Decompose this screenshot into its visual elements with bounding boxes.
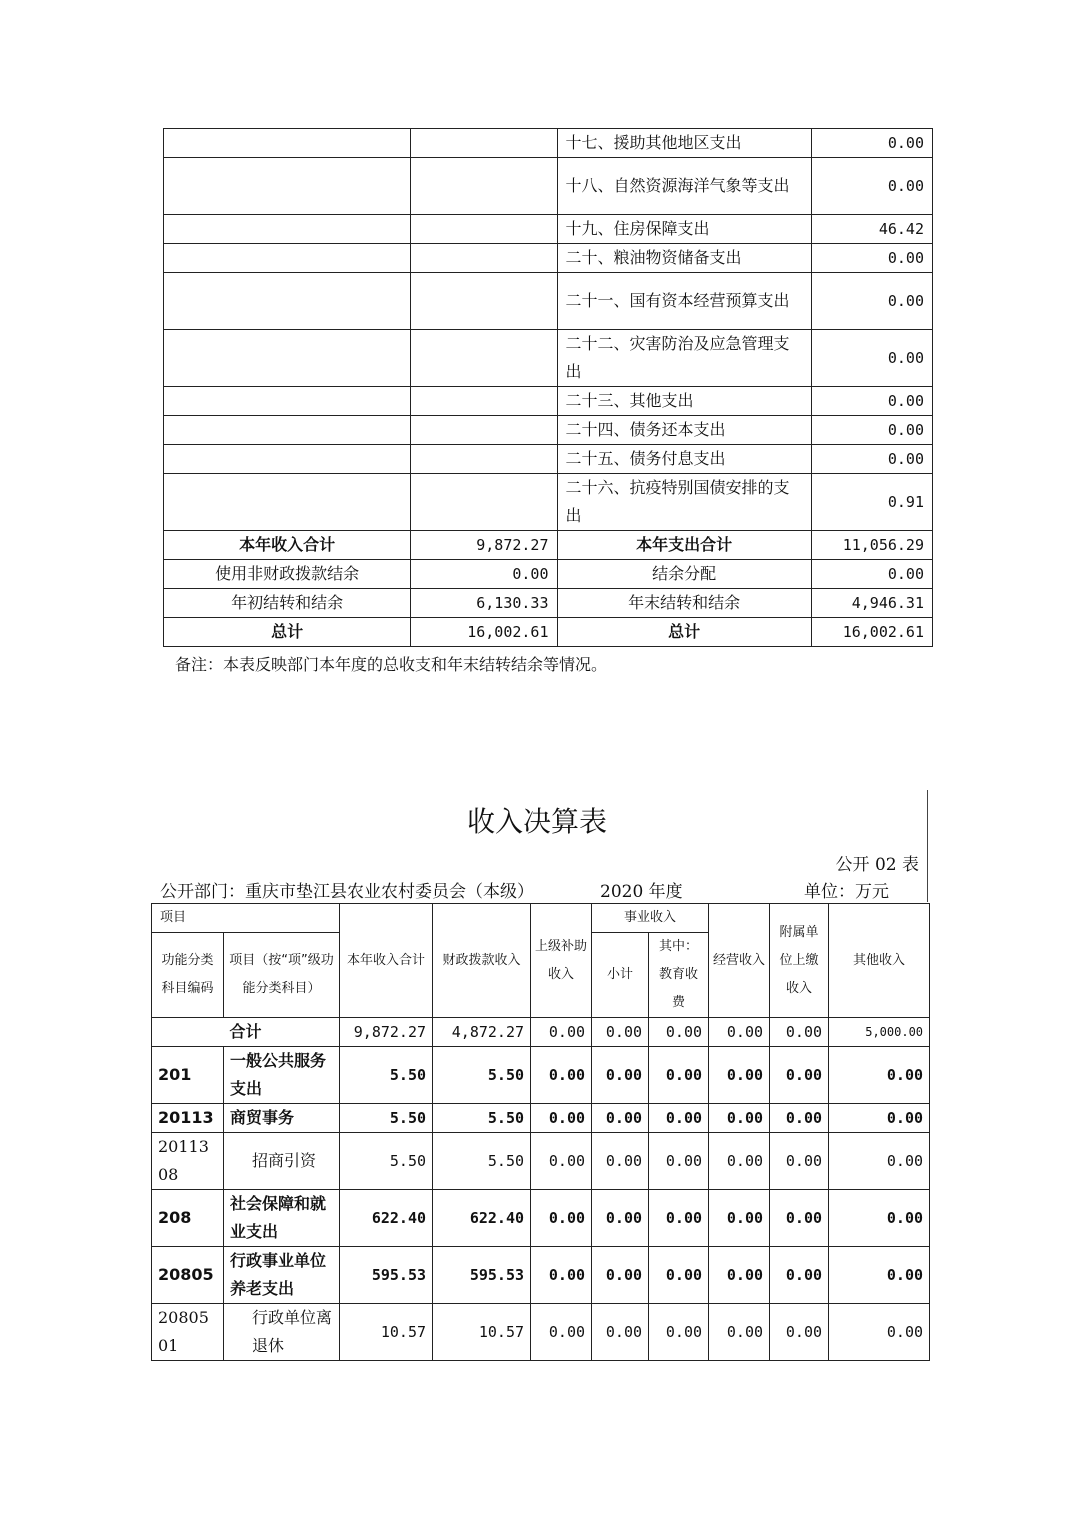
row-value: 0.00 [649,1047,709,1104]
summary-left-label: 使用非财政拨款结余 [164,560,411,589]
expense-item: 二十三、其他支出 [557,387,811,416]
report-year: 2020 年度 [600,882,683,902]
row-value: 0.00 [770,1247,829,1304]
table-number: 公开 02 表 [835,855,919,875]
row-value: 0.00 [829,1304,930,1361]
expense-value: 0.00 [811,330,932,387]
row-value: 0.00 [531,1304,592,1361]
row-value: 10.57 [433,1304,531,1361]
empty-cell [164,330,411,387]
header-operate: 经营收入 [709,904,770,1018]
empty-cell [164,416,411,445]
row-value: 0.00 [709,1247,770,1304]
empty-cell [164,445,411,474]
row-value: 0.00 [531,1247,592,1304]
summary-left-label: 总计 [164,618,411,647]
total-value: 0.00 [592,1018,649,1047]
expense-item: 二十六、抗疫特别国债安排的支出 [557,474,811,531]
summary-left-value: 6,130.33 [411,589,557,618]
summary-row [164,618,933,647]
department: 公开部门：重庆市垫江县农业农村委员会（本级） [160,882,534,902]
empty-cell [411,158,557,215]
row-value: 0.00 [829,1247,930,1304]
expense-value: 0.91 [811,474,932,531]
row-value: 0.00 [592,1047,649,1104]
row-value: 0.00 [531,1190,592,1247]
row-value: 0.00 [829,1133,930,1190]
empty-cell [164,129,411,158]
row-value: 0.00 [592,1247,649,1304]
header-subtotal: 小计 [592,933,649,1018]
header-code: 功能分类科目编码 [152,933,224,1018]
total-value: 0.00 [649,1018,709,1047]
row-value: 0.00 [592,1190,649,1247]
summary-left-value: 16,002.61 [411,618,557,647]
expense-item: 二十五、债务付息支出 [557,445,811,474]
income-row [152,1190,930,1247]
row-value: 0.00 [709,1133,770,1190]
expense-item: 二十二、灾害防治及应急管理支出 [557,330,811,387]
expense-row [164,474,933,531]
row-name: 社会保障和就业支出 [224,1190,340,1247]
header-superior: 上级补助收入 [531,904,592,1018]
expense-row [164,330,933,387]
expense-item: 十七、援助其他地区支出 [557,129,811,158]
empty-cell [411,474,557,531]
expense-row [164,244,933,273]
total-value: 0.00 [709,1018,770,1047]
expense-row [164,129,933,158]
row-value: 10.57 [340,1304,433,1361]
summary-right-value: 4,946.31 [811,589,932,618]
expense-row [164,215,933,244]
expense-row [164,445,933,474]
empty-cell [411,416,557,445]
row-value: 5.50 [340,1047,433,1104]
summary-left-label: 本年收入合计 [164,531,411,560]
row-value: 0.00 [770,1133,829,1190]
row-value: 5.50 [340,1104,433,1133]
row-value: 0.00 [829,1047,930,1104]
summary-row [164,589,933,618]
row-value: 0.00 [709,1304,770,1361]
row-value: 0.00 [649,1190,709,1247]
expense-item: 二十一、国有资本经营预算支出 [557,273,811,330]
empty-cell [164,273,411,330]
report-meta [160,877,900,902]
row-name: 一般公共服务支出 [224,1047,340,1104]
expense-value: 0.00 [811,158,932,215]
table-note: 备注：本表反映部门本年度的总收支和年末结转结余等情况。 [175,655,608,674]
total-label: 合计 [152,1018,340,1047]
row-value: 0.00 [709,1104,770,1133]
header-project: 项目 [152,904,340,933]
expense-item: 十八、自然资源海洋气象等支出 [557,158,811,215]
row-value: 0.00 [829,1190,930,1247]
row-value: 622.40 [433,1190,531,1247]
row-name: 商贸事务 [224,1104,340,1133]
row-value: 0.00 [649,1247,709,1304]
row-value: 0.00 [770,1190,829,1247]
report-title: 收入决算表 [466,805,607,838]
header-total: 本年收入合计 [340,904,433,1018]
summary-right-value: 11,056.29 [811,531,932,560]
row-code: 20113 [152,1104,224,1133]
empty-cell [164,387,411,416]
row-name: 行政事业单位养老支出 [224,1247,340,1304]
income-row [152,1047,930,1104]
row-value: 0.00 [592,1304,649,1361]
summary-row [164,560,933,589]
header-name: 项目（按“项”级功能分类科目） [224,933,340,1018]
row-value: 0.00 [531,1133,592,1190]
header-edu: 其中：教育收费 [649,933,709,1018]
expense-value: 46.42 [811,215,932,244]
expense-row [164,273,933,330]
summary-right-label: 总计 [557,618,811,647]
expense-row [164,158,933,215]
empty-cell [411,273,557,330]
row-value: 0.00 [770,1104,829,1133]
row-value: 0.00 [592,1133,649,1190]
summary-left-label: 年初结转和结余 [164,589,411,618]
total-value: 0.00 [531,1018,592,1047]
expense-item: 十九、住房保障支出 [557,215,811,244]
row-value: 5.50 [433,1133,531,1190]
margin-line [927,790,928,902]
income-row [152,1247,930,1304]
empty-cell [411,129,557,158]
header-affiliate: 附属单位上缴收入 [770,904,829,1018]
expense-row [164,416,933,445]
row-value: 622.40 [340,1190,433,1247]
empty-cell [164,158,411,215]
income-row [152,1104,930,1133]
row-value: 5.50 [433,1104,531,1133]
row-value: 0.00 [649,1133,709,1190]
empty-cell [164,244,411,273]
row-name: 行政单位离退休 [224,1304,340,1361]
row-value: 0.00 [770,1047,829,1104]
expense-item: 二十、粮油物资储备支出 [557,244,811,273]
empty-cell [164,474,411,531]
empty-cell [411,387,557,416]
summary-right-value: 16,002.61 [811,618,932,647]
row-value: 595.53 [340,1247,433,1304]
summary-left-value: 9,872.27 [411,531,557,560]
report-unit: 单位：万元 [804,882,889,902]
total-value: 9,872.27 [340,1018,433,1047]
income-row [152,1133,930,1190]
summary-right-label: 年末结转和结余 [557,589,811,618]
total-value: 0.00 [770,1018,829,1047]
empty-cell [411,244,557,273]
row-code: 201 [152,1047,224,1104]
row-value: 5.50 [433,1047,531,1104]
header-other: 其他收入 [829,904,930,1018]
empty-cell [411,445,557,474]
balance-table [163,128,933,647]
summary-right-label: 本年支出合计 [557,531,811,560]
row-value: 595.53 [433,1247,531,1304]
summary-right-value: 0.00 [811,560,932,589]
summary-right-label: 结余分配 [557,560,811,589]
row-value: 5.50 [340,1133,433,1190]
total-row [152,1018,930,1047]
row-code: 208 [152,1190,224,1247]
total-value: 5,000.00 [829,1018,930,1047]
expense-value: 0.00 [811,445,932,474]
row-name: 招商引资 [224,1133,340,1190]
expense-value: 0.00 [811,416,932,445]
empty-cell [411,330,557,387]
expense-value: 0.00 [811,244,932,273]
row-value: 0.00 [770,1304,829,1361]
row-code: 2080501 [152,1304,224,1361]
row-value: 0.00 [649,1304,709,1361]
empty-cell [164,215,411,244]
row-value: 0.00 [531,1104,592,1133]
row-value: 0.00 [829,1104,930,1133]
total-value: 4,872.27 [433,1018,531,1047]
expense-value: 0.00 [811,273,932,330]
empty-cell [411,215,557,244]
income-row [152,1304,930,1361]
row-value: 0.00 [649,1104,709,1133]
income-table [151,903,930,1361]
row-code: 2011308 [152,1133,224,1190]
row-value: 0.00 [709,1047,770,1104]
header-fiscal: 财政拨款收入 [433,904,531,1018]
expense-value: 0.00 [811,129,932,158]
row-value: 0.00 [709,1190,770,1247]
summary-left-value: 0.00 [411,560,557,589]
expense-value: 0.00 [811,387,932,416]
header-career: 事业收入 [592,904,709,933]
row-value: 0.00 [592,1104,649,1133]
summary-row [164,531,933,560]
expense-row [164,387,933,416]
row-value: 0.00 [531,1047,592,1104]
row-code: 20805 [152,1247,224,1304]
expense-item: 二十四、债务还本支出 [557,416,811,445]
